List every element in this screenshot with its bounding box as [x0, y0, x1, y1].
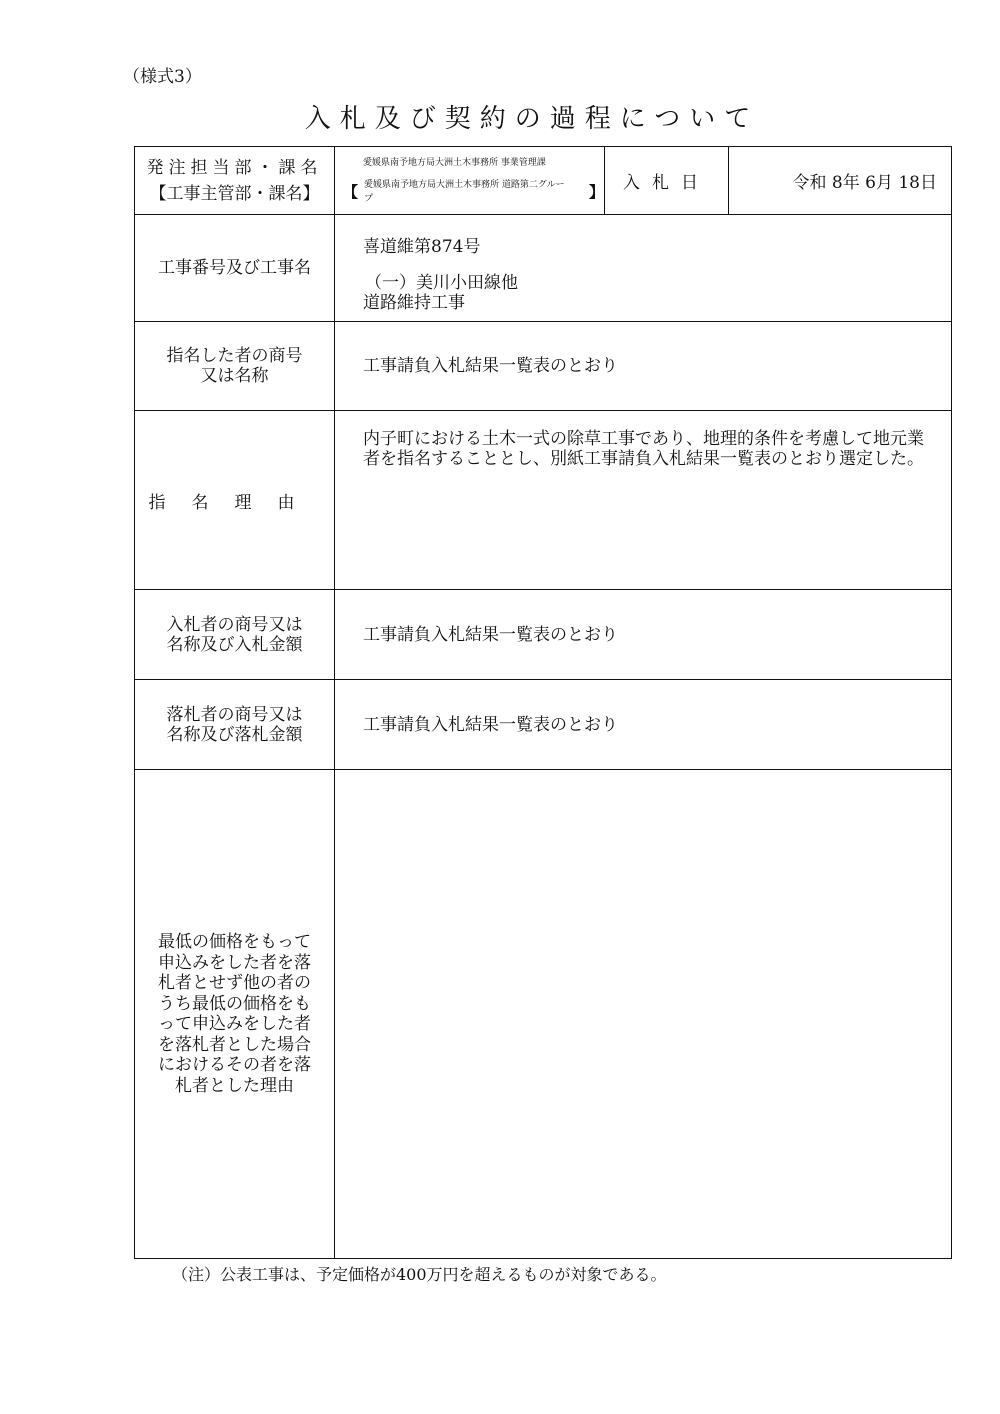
reason-value: 内子町における土木一式の除草工事であり、地理的条件を考慮して地元業者を指名することとし、別紙工事請負入札結果一覧表のとおり選定した。 [335, 411, 952, 590]
winner-row [135, 680, 952, 770]
bracket-close: 】 [588, 182, 604, 201]
dept-row [135, 147, 952, 215]
project-label: 工事番号及び工事名 [135, 215, 335, 322]
project-row [135, 215, 952, 322]
dept-value-line2: 愛媛県南予地方局大洲土木事務所 道路第二グループ [364, 179, 565, 204]
form-number-label: （様式3） [123, 67, 202, 87]
bracket-open: 【 [343, 182, 359, 201]
dept-label-line2: 【工事主管部・課名】 [149, 183, 320, 204]
designated-label-line1: 指名した者の商号 [166, 346, 303, 366]
dept-label-line1: 発注担当部・課名 [146, 157, 323, 178]
non-lowest-value [335, 770, 952, 1259]
bidders-label-line1: 入札者の商号又は [166, 614, 303, 635]
bidders-row [135, 590, 952, 680]
bidders-label-line2: 名称及び入札金額 [166, 634, 303, 655]
dept-value-line1: 愛媛県南予地方局大洲土木事務所 事業管理課 [363, 157, 546, 168]
procurement-table [134, 146, 952, 1259]
dept-label-cell [135, 147, 335, 215]
winner-label-cell [135, 680, 335, 770]
reason-label: 指名理由 [135, 411, 335, 590]
document-title: 入札及び契約の過程について [304, 104, 760, 134]
project-name-line2: 道路維持工事 [363, 293, 465, 313]
winner-value: 工事請負入札結果一覧表のとおり [335, 680, 952, 770]
project-value-cell [335, 215, 952, 322]
non-lowest-row [135, 770, 952, 1259]
winner-label-line1: 落札者の商号又は [166, 704, 303, 725]
bid-date-label: 入札日 [605, 147, 729, 215]
designated-label-line2: 又は名称 [200, 366, 269, 386]
bidders-value: 工事請負入札結果一覧表のとおり [335, 590, 952, 680]
project-number: 喜道維第874号 [363, 237, 481, 257]
reason-row [135, 411, 952, 590]
designated-row [135, 322, 952, 411]
designated-label-cell [135, 322, 335, 411]
dept-value-cell [335, 147, 605, 215]
non-lowest-label: 最低の価格をもって申込みをした者を落札者とせず他の者のうち最低の価格をもって申込みをした者を落札者とした場合におけるその者を落札者とした理由 [135, 770, 335, 1259]
designated-value: 工事請負入札結果一覧表のとおり [335, 322, 952, 411]
bid-date-value: 令和 8年 6月 18日 [729, 147, 952, 215]
footnote: （注）公表工事は、予定価格が400万円を超えるものが対象である。 [172, 1265, 667, 1284]
bidders-label-cell [135, 590, 335, 680]
winner-label-line2: 名称及び落札金額 [166, 724, 303, 745]
project-name-line1: （一）美川小田線他 [365, 273, 518, 293]
